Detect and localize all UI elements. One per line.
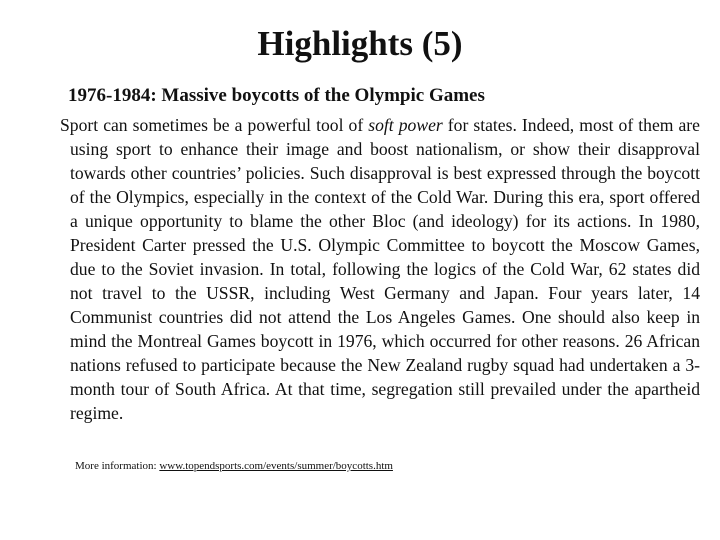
slide-title: Highlights (5): [257, 24, 463, 63]
body-paragraph: [60, 113, 700, 425]
more-information: [75, 459, 393, 473]
body-italic-term: soft power: [368, 115, 443, 135]
more-info-label: More information:: [75, 460, 160, 472]
body-text-start: Sport can sometimes be a powerful tool of: [60, 115, 369, 135]
more-info-link[interactable]: www.topendsports.com/events/summer/boycotts.htm: [159, 460, 393, 472]
slide-subtitle: 1976-1984: Massive boycotts of the Olympic Games: [68, 85, 485, 106]
body-text-rest: for states. Indeed, most of them are using sport to enhance their image and boost nationalism, or show their disapproval towards other countries’ policies. Such disapproval is best expressed through the boycott of the Olympics, especially in the context of the Cold War. During this era, sport offered a unique opportunity to blame the other Bloc (and ideology) for its actions. In 1980, President Carter pressed the U.S. Olympic Committee to boycott the Moscow Games, due to the Soviet invasion. In total, following the logics of the Cold War, 62 states did not travel to the USSR, including West Germany and Japan. Four years later, 14 Communist countries did not attend the Los Angeles Games. One should also keep in mind the Montreal Games boycott in 1976, which occurred for other reasons. 26 African nations refused to participate because the New Zealand rugby squad had undertaken a 3-month tour of South Africa. At that time, segregation still prevailed under the apartheid regime.: [70, 115, 700, 423]
